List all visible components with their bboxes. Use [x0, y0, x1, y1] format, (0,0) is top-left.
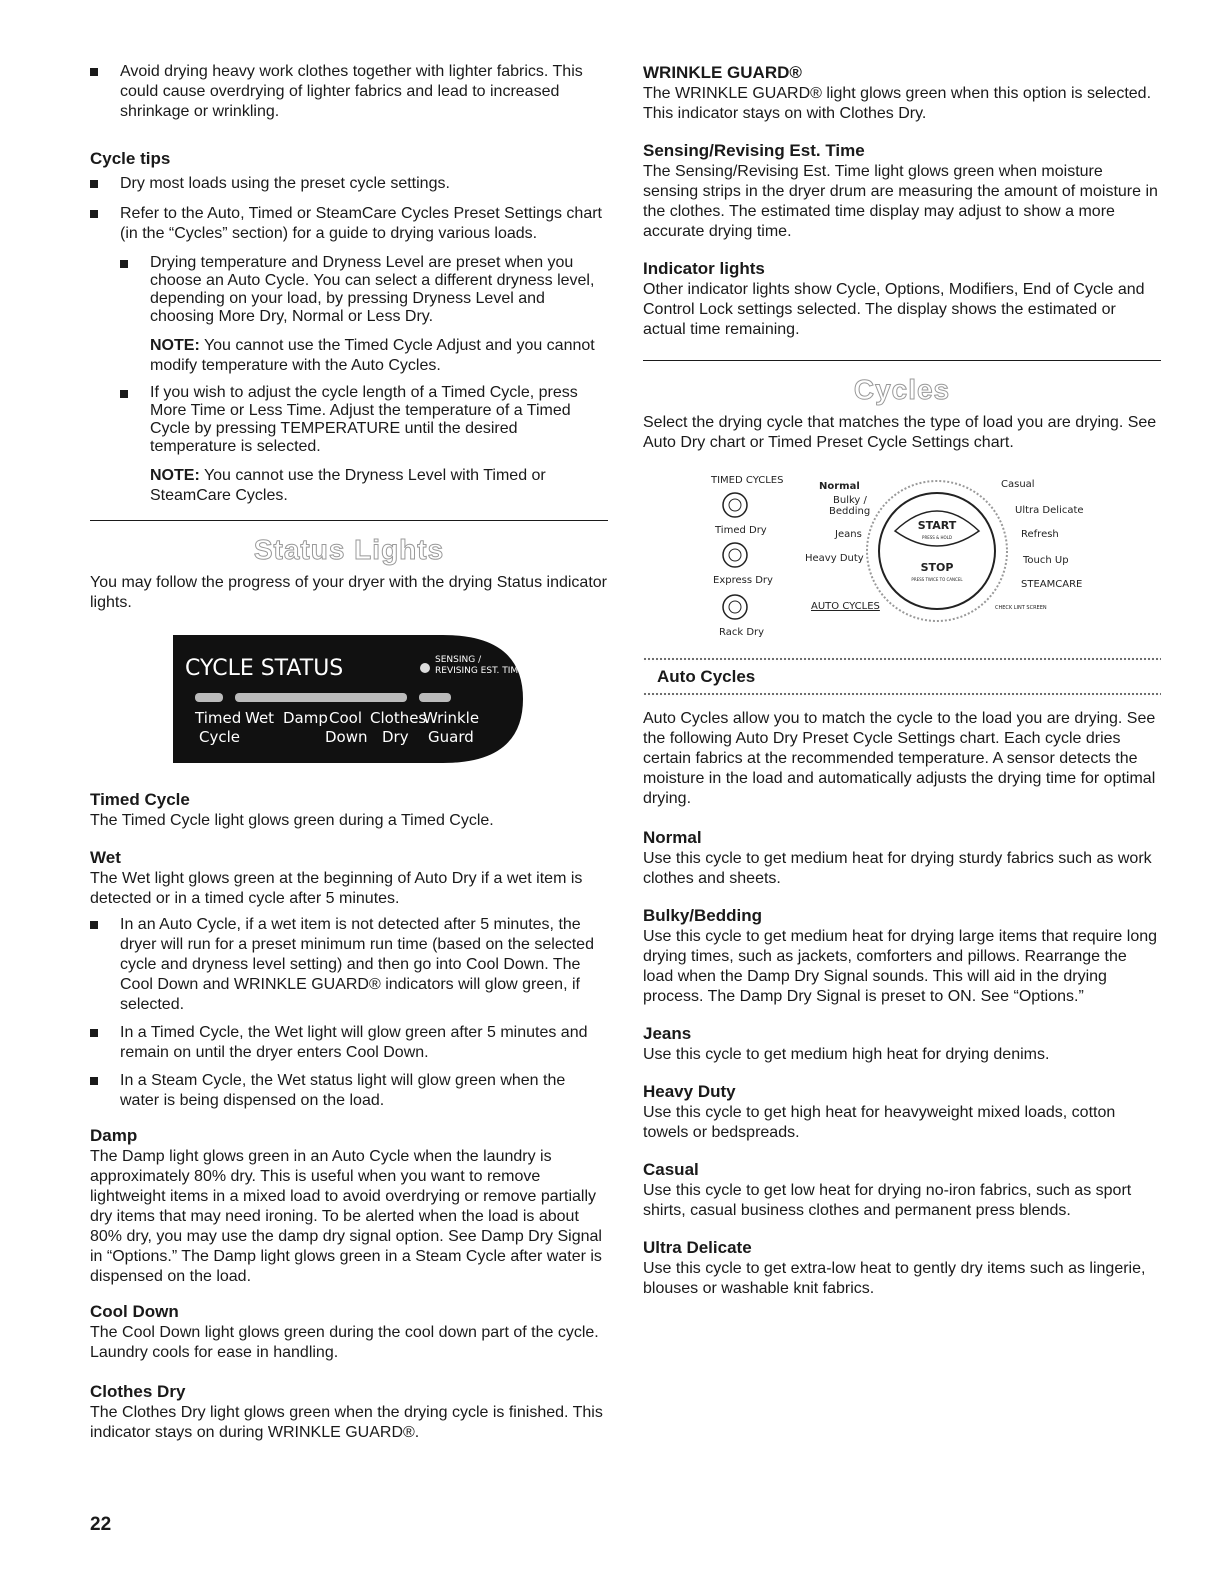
cycles-intro: Select the drying cycle that matches the type of load you are drying. See Auto Dry chart or Timed Preset Cycle Settings chart. [643, 414, 1157, 451]
clothes-dry-heading: Clothes Dry [90, 1382, 186, 1401]
cycle-tips-sublist-2 [120, 384, 608, 456]
list-item: Avoid drying heavy work clothes together with lighter fabrics. This could cause overdrying of lighter fabrics and lead to increased shrinkage or wrinkling. [90, 62, 608, 122]
list-item: Drying temperature and Dryness Level are preset when you choose an Auto Cycle. You can select a different dryness level, depending on your load, by pressing Dryness Level and choosing More Dry, Normal or Less Dry. [120, 254, 608, 326]
timed-cycle-heading: Timed Cycle [90, 790, 190, 809]
list-item: In a Steam Cycle, the Wet status light will glow green when the water is being dispensed on the load. [90, 1071, 608, 1111]
sensing-text: The Sensing/Revising Est. Time light glows green when moisture sensing strips in the dryer drum are measuring the amount of moisture in the clothes. The estimated time display may adjust to show a more accurate drying time. [643, 163, 1158, 240]
ultra-delicate-heading: Ultra Delicate [643, 1238, 752, 1257]
cycle-status-panel-graphic [173, 635, 523, 763]
status-lights-intro: You may follow the progress of your dryer with the drying Status indicator lights. [90, 574, 607, 611]
normal-heading: Normal [643, 828, 702, 847]
cycles-knob-graphic [703, 471, 1103, 643]
dotted-rule [643, 657, 1161, 662]
sensing-heading: Sensing/Revising Est. Time [643, 141, 865, 160]
bulky-label-2: Bedding [829, 506, 871, 517]
stop-button-sub: PRESS TWICE TO CANCEL [911, 577, 963, 582]
express-dry-button [723, 543, 747, 567]
wet-text: The Wet light glows green at the beginning of Auto Dry if a wet item is detected or in a timed cycle after 5 minutes. [90, 870, 583, 907]
right-column [643, 62, 1161, 1299]
wrinkle-guard-text: The WRINKLE GUARD® light glows green when this option is selected. This indicator stays on with Clothes Dry. [643, 85, 1152, 122]
auto-cycles-text: Auto Cycles allow you to match the cycle to the load you are drying. See the following Auto Dry Preset Cycle Settings chart. Each cycle dries certain fabrics at the recommended temperature. A sensor detects the moisture in the load and automatically adjusts the drying time for optimal drying. [643, 710, 1156, 807]
check-lint-label: CHECK LINT SCREEN [995, 605, 1047, 611]
status-lights-title: Status Lights [253, 534, 445, 565]
timed-dry-label: Timed Dry [715, 525, 767, 536]
cycle-tips-sublist [120, 254, 608, 326]
clothes-dry-text: The Clothes Dry light glows green when the drying cycle is finished. This indicator stays on during WRINKLE GUARD®. [90, 1404, 603, 1441]
cycles-title: Cycles [853, 374, 951, 405]
jeans-text: Use this cycle to get medium high heat for drying denims. [643, 1046, 1050, 1063]
casual-heading: Casual [643, 1160, 699, 1179]
auto-cycles-heading: Auto Cycles [657, 667, 756, 686]
heavy-duty-heading: Heavy Duty [643, 1082, 736, 1101]
rack-dry-label: Rack Dry [719, 627, 765, 638]
left-column [90, 62, 608, 1443]
indicator-lights-text: Other indicator lights show Cycle, Options, Modifiers, End of Cycle and Control Lock settings selected. The display shows the estimated or actual time remaining. [643, 281, 1145, 338]
note-label: NOTE: [150, 467, 200, 484]
panel-label: Dry [382, 728, 409, 746]
page-number: 22 [90, 1514, 112, 1535]
wrinkle-guard-heading: WRINKLE GUARD® [643, 63, 802, 82]
express-dry-button-inner [729, 549, 741, 561]
dotted-rule [643, 692, 1161, 697]
section-divider [90, 520, 608, 521]
auto-cycles-label: AUTO CYCLES [811, 601, 880, 612]
rack-dry-button-inner [729, 601, 741, 613]
start-button-sub: PRESS & HOLD [922, 535, 952, 540]
casual-label: Casual [1001, 479, 1035, 490]
panel-label: Wet [245, 709, 275, 727]
rack-dry-button [723, 595, 747, 619]
cool-down-text: The Cool Down light glows green during the cool down part of the cycle. Laundry cools for ease in handling. [90, 1324, 599, 1361]
jeans-label: Jeans [835, 529, 862, 540]
timed-cycle-text: The Timed Cycle light glows green during a Timed Cycle. [90, 812, 494, 829]
damp-text: The Damp light glows green in an Auto Cycle when the laundry is approximately 80% dry. This is useful when you want to remove lightweight items in a mixed load to avoid overdrying or remove partially dry items that may need ironing. To be alerted when the load is about 80% dry, you may use the damp dry signal option. See Damp Dry Signal in “Options.” The Damp light glows green in a Steam Cycle after water is dispensed on the load. [90, 1148, 602, 1285]
list-item: If you wish to adjust the cycle length of a Timed Cycle, press More Time or Less Time. Adjust the temperature of a Timed Cycle by pressing TEMPERATURE until the desired temperature is selected. [120, 384, 608, 456]
panel-label: Damp [283, 709, 328, 727]
panel-label: Down [325, 728, 368, 746]
indicator-lights-heading: Indicator lights [643, 259, 765, 278]
panel-title: CYCLE STATUS [185, 656, 344, 681]
cycle-status-panel [173, 635, 523, 763]
bulky-text: Use this cycle to get medium heat for drying large items that require long drying times, such as jackets, comforters and pillows. Rearrange the load when the Damp Dry Signal sounds. This will aid in the drying process. The Damp Dry Signal is preset to ON. See “Options.” [643, 928, 1158, 1005]
express-dry-label: Express Dry [713, 575, 773, 586]
ultra-delicate-label: Ultra Delicate [1015, 505, 1084, 516]
panel-label: Timed [195, 709, 242, 727]
heavy-duty-text: Use this cycle to get high heat for heavyweight mixed loads, cotton towels or bedspreads. [643, 1104, 1116, 1141]
jeans-heading: Jeans [643, 1024, 692, 1043]
casual-text: Use this cycle to get low heat for drying no-iron fabrics, such as sport shirts, casual business clothes and permanent press blends. [643, 1182, 1132, 1219]
panel-label: Cool [329, 709, 362, 727]
touch-up-label: Touch Up [1023, 555, 1069, 566]
refresh-label: Refresh [1021, 529, 1059, 540]
stop-button[interactable]: STOP [920, 561, 954, 574]
ultra-delicate-text: Use this cycle to get extra-low heat to gently dry items such as lingerie, blouses or washable knit fabrics. [643, 1260, 1146, 1297]
status-light-bar [195, 693, 223, 702]
panel-label: Cycle [199, 728, 240, 746]
cycle-tips-heading: Cycle tips [90, 149, 171, 168]
panel-label: Clothes [370, 709, 427, 727]
normal-text: Use this cycle to get medium heat for drying sturdy fabrics such as work clothes and sheets. [643, 850, 1152, 887]
note-text: You cannot use the Timed Cycle Adjust and you cannot modify temperature with the Auto Cycles. [150, 337, 595, 374]
status-light-bar [419, 693, 451, 702]
note-label: NOTE: [150, 337, 200, 354]
note-paragraph-2 [90, 466, 608, 506]
normal-label: Normal [819, 481, 860, 492]
bulky-heading: Bulky/Bedding [643, 906, 763, 925]
list-item: In a Timed Cycle, the Wet light will glow green after 5 minutes and remain on until the dryer enters Cool Down. [90, 1023, 608, 1063]
sensing-label-1: SENSING / [435, 655, 482, 665]
intro-bullet-list [90, 62, 608, 122]
sensing-label-2: REVISING EST. TIME [435, 666, 523, 676]
section-divider [643, 360, 1161, 361]
timed-cycles-label: TIMED CYCLES [711, 475, 784, 486]
timed-dry-button [723, 493, 747, 517]
wet-heading: Wet [90, 848, 121, 867]
damp-heading: Damp [90, 1126, 138, 1145]
timed-dry-button-inner [729, 499, 741, 511]
cool-down-heading: Cool Down [90, 1302, 179, 1321]
panel-label: Guard [428, 728, 474, 746]
list-item: Refer to the Auto, Timed or SteamCare Cycles Preset Settings chart (in the “Cycles” section) for a guide to drying various loads. [90, 204, 608, 244]
steamcare-label: STEAMCARE [1021, 579, 1083, 590]
bulky-label-1: Bulky / [833, 495, 867, 506]
list-item: Dry most loads using the preset cycle settings. [90, 174, 608, 194]
list-item: In an Auto Cycle, if a wet item is not detected after 5 minutes, the dryer will run for a preset minimum run time (based on the selected cycle and dryness level setting) and then go into Cool Down. The Cool Down and WRINKLE GUARD® indicators will glow green, if selected. [90, 915, 608, 1015]
cycle-dial-ring [867, 481, 1007, 621]
start-button[interactable]: START [917, 519, 957, 532]
cycles-knob-diagram [703, 471, 1103, 643]
panel-label: Wrinkle [423, 709, 480, 727]
status-light-bar [235, 693, 407, 702]
note-text: You cannot use the Dryness Level with Timed or SteamCare Cycles. [150, 467, 546, 504]
cycle-tips-list [90, 174, 608, 244]
heavy-duty-label: Heavy Duty [805, 553, 864, 564]
sensing-light-icon [420, 663, 430, 673]
wet-bullets [90, 915, 608, 1111]
note-paragraph [90, 336, 608, 376]
